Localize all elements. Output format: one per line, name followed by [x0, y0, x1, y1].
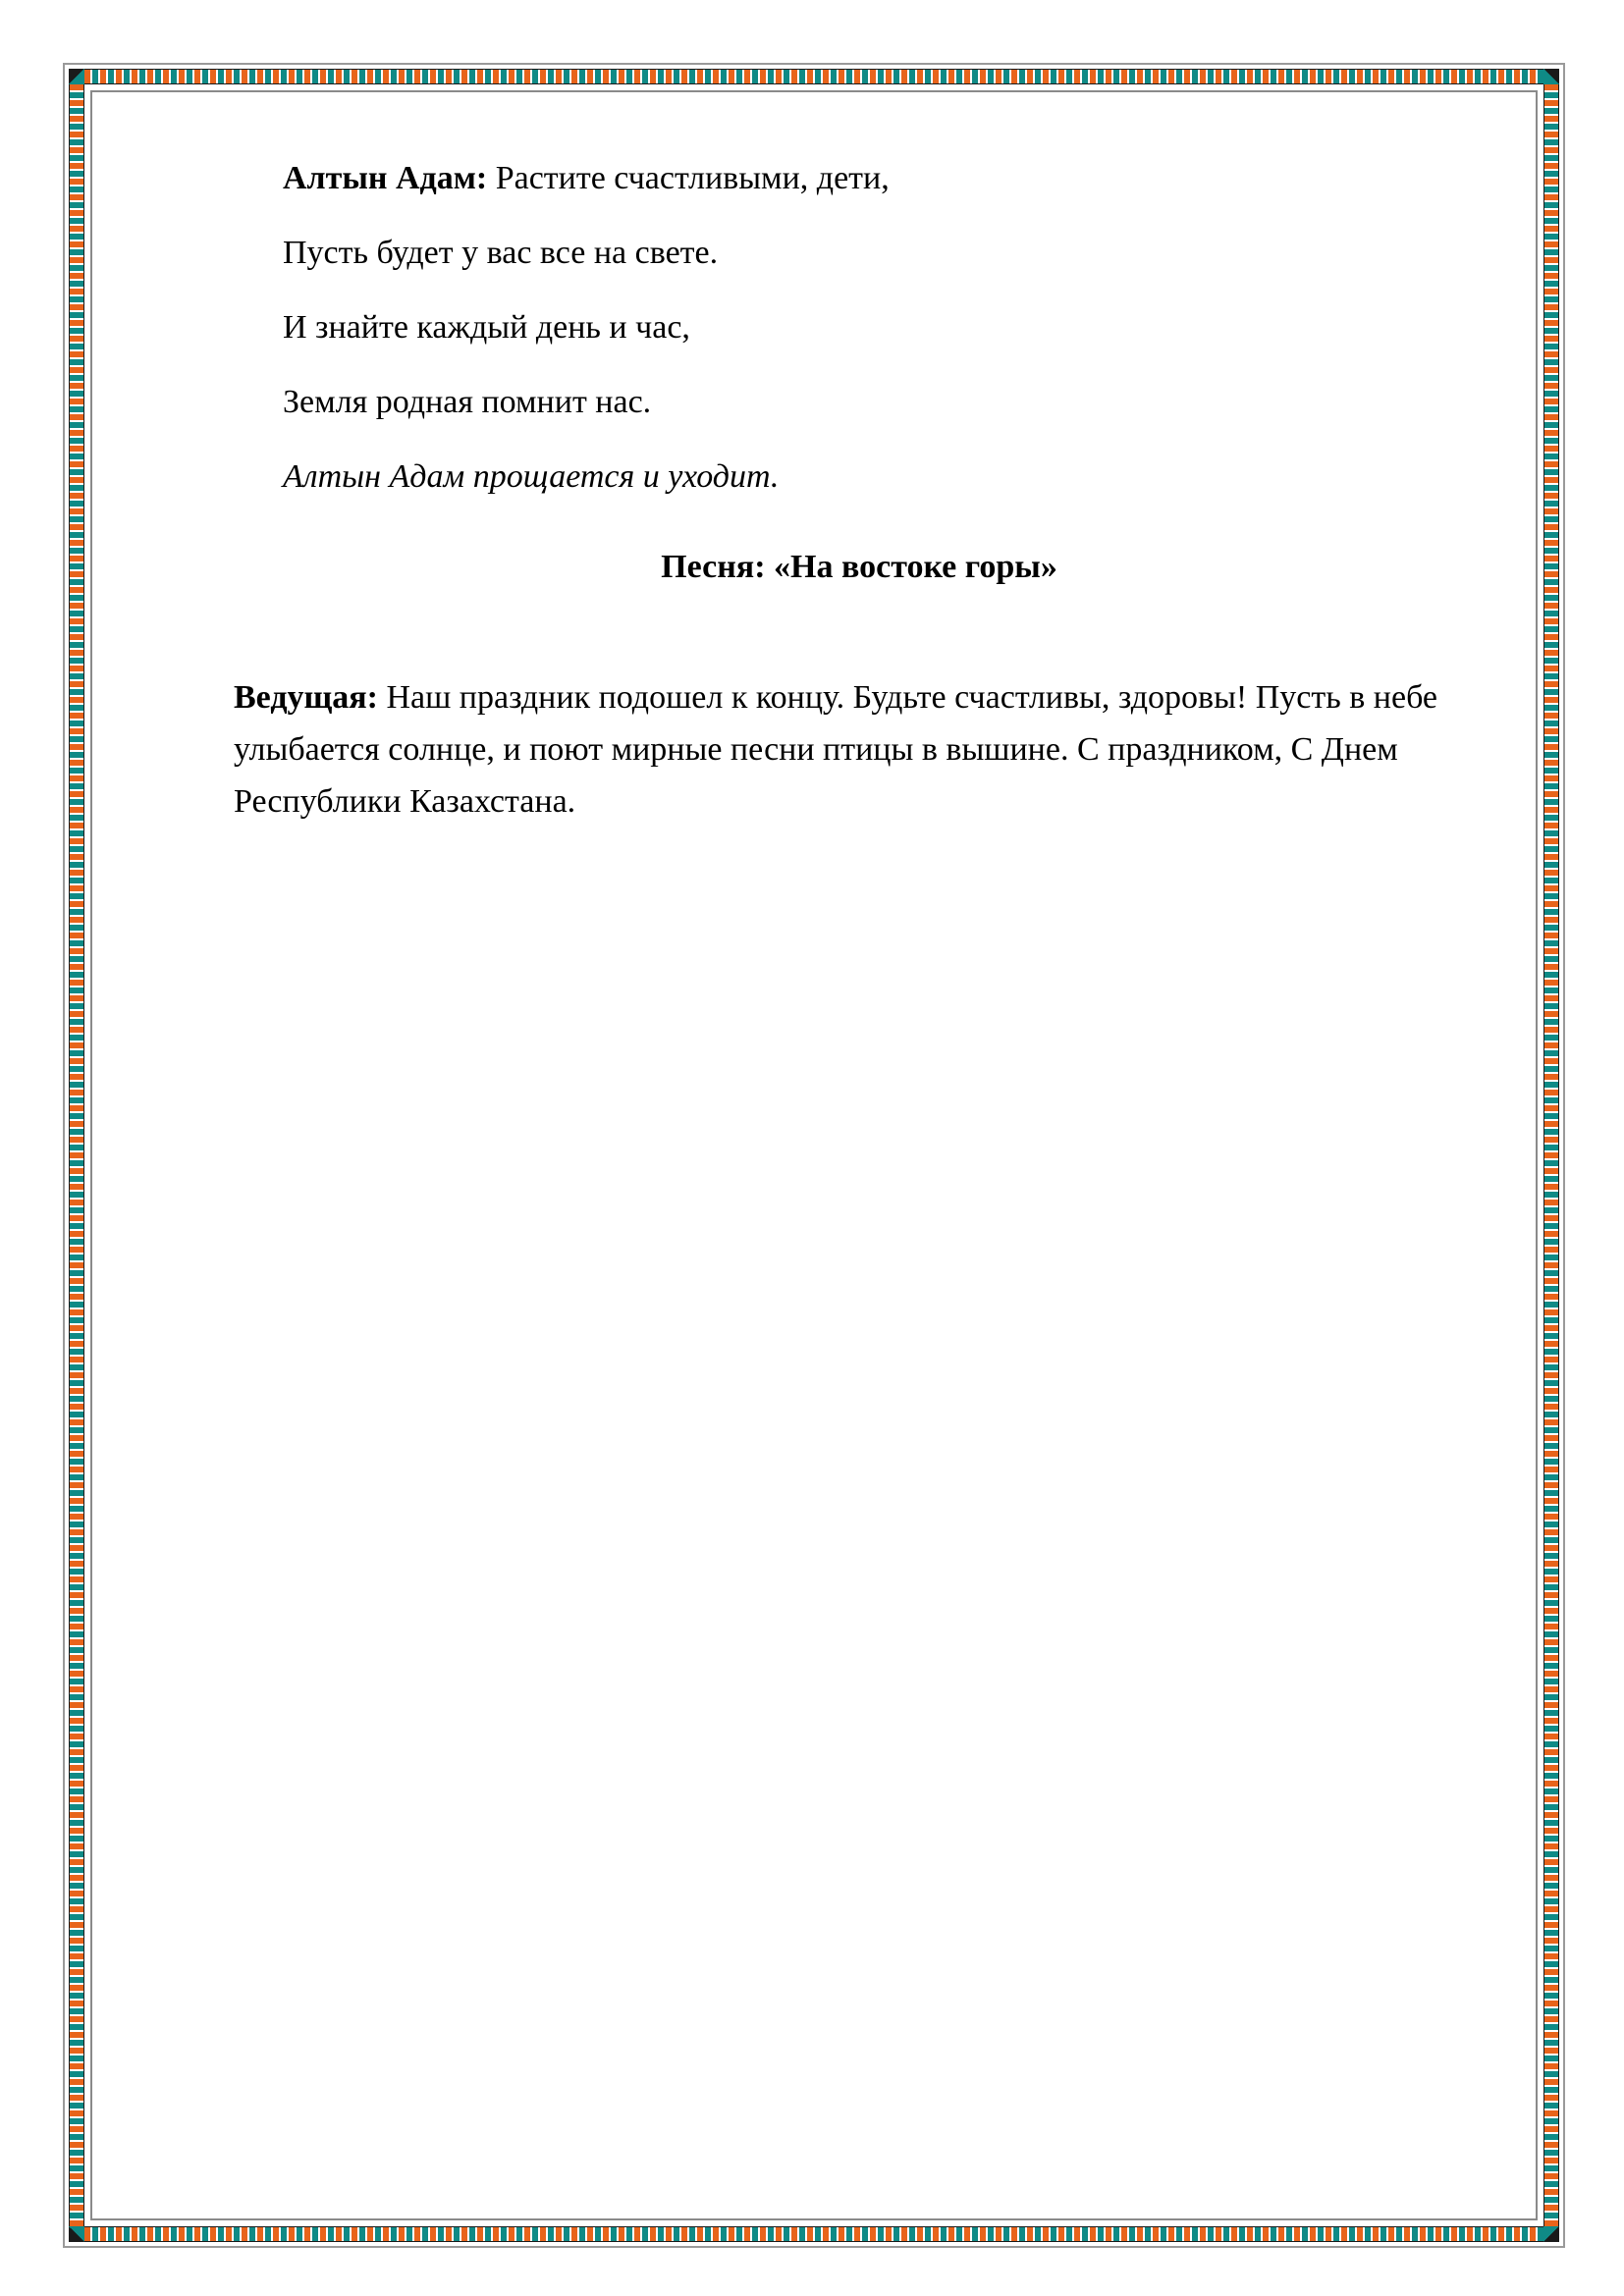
verse-line-3: И знайте каждый день и час, [283, 309, 690, 346]
verse-line-2: Пусть будет у вас все на свете. [283, 235, 719, 271]
border-corner-bottom-right [1543, 2226, 1559, 2242]
closing-speaker: Ведущая: [234, 679, 378, 716]
decorative-border-left [69, 84, 84, 2226]
border-corner-top-right [1543, 69, 1559, 84]
stage-direction: Алтын Адам прощается и уходит. [283, 458, 780, 495]
decorative-border-top [84, 69, 1543, 84]
verse-line-4: Земля родная помнит нас. [283, 384, 652, 420]
verse-line-1-text: Растите счастливыми, дети, [495, 160, 890, 196]
decorative-border-bottom [84, 2226, 1543, 2242]
verse-line-1 [283, 159, 890, 198]
closing-text: Наш праздник подошел к концу. Будьте счастливы, здоровы! Пусть в небе улыбается солнце, и поют мирные песни птицы в вышине. С праздником, С Днем Республики Казахстана. [234, 679, 1438, 820]
decorative-border-right [1543, 84, 1559, 2226]
border-corner-top-left [69, 69, 84, 84]
song-title: Песня: «На востоке горы» [661, 549, 1057, 585]
verse-speaker: Алтын Адам: [283, 160, 488, 196]
border-corner-bottom-left [69, 2226, 84, 2242]
closing-paragraph [234, 671, 1471, 828]
